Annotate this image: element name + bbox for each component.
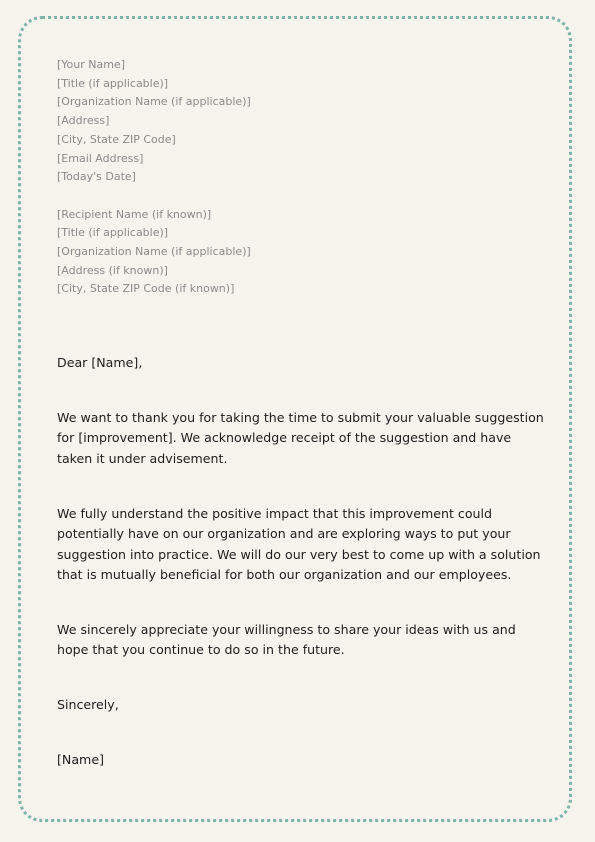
signature-name: [Name] (57, 752, 104, 767)
closing: Sincerely, (57, 697, 119, 712)
sender-address: [Address] (57, 114, 110, 128)
letter-date: [Today's Date] (57, 170, 136, 184)
body-paragraph: We fully understand the positive impact that this improvement could potentially have on our organization and are exploring ways to put your suggestion into practice. We will do our very best to come up with a solution that is mutually beneficial for both our organization and our employees. (57, 506, 541, 582)
sender-organization: [Organization Name (if applicable)] (57, 95, 251, 109)
recipient-title: [Title (if applicable)] (57, 226, 169, 240)
recipient-address: [Address (if known)] (57, 263, 168, 277)
recipient-organization: [Organization Name (if applicable)] (57, 244, 251, 258)
recipient-block (57, 206, 547, 300)
recipient-city-state-zip: [City, State ZIP Code (if known)] (57, 282, 235, 296)
sender-email: [Email Address] (57, 151, 144, 165)
recipient-name: [Recipient Name (if known)] (57, 207, 212, 221)
body-paragraph: We sincerely appreciate your willingness to share your ideas with us and hope that you continue to do so in the future. (57, 622, 516, 658)
salutation: Dear [Name], (57, 355, 143, 370)
sender-name: [Your Name] (57, 58, 126, 71)
sender-block (57, 56, 547, 187)
sender-city-state-zip: [City, State ZIP Code] (57, 132, 176, 146)
sender-title: [Title (if applicable)] (57, 76, 169, 90)
letter-content (57, 56, 547, 767)
body-paragraph: We want to thank you for taking the time to submit your valuable suggestion for [improvement]. We acknowledge receipt of the suggestion and have taken it under advisement. (57, 410, 544, 466)
